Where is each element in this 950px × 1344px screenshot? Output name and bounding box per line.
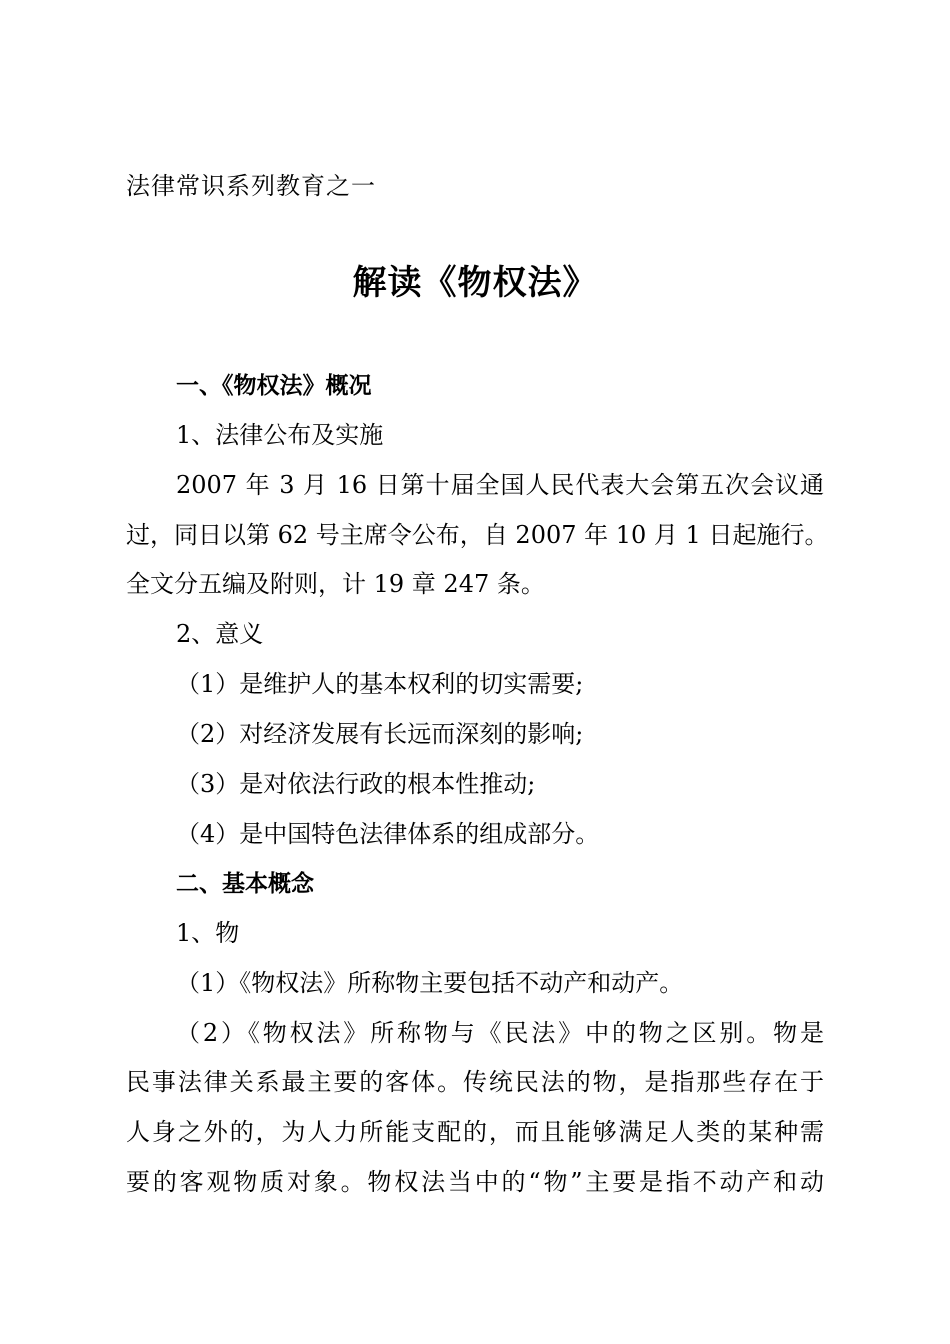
paragraph-line: 民事法律关系最主要的客体。传统民法的物，是指那些存在于 xyxy=(126,1068,824,1096)
paragraph-line: 过，同日以第 62 号主席令公布，自 2007 年 10 月 1 日起施行。 xyxy=(126,521,829,549)
paragraph-line: 全文分五编及附则，计 19 章 247 条。 xyxy=(126,570,545,598)
paragraph-line: （2）《物权法》所称物与《民法》中的物之区别。物是 xyxy=(176,1019,824,1047)
list-item: （2）对经济发展有长远而深刻的影响; xyxy=(176,720,584,748)
paragraph-line: 2007 年 3 月 16 日第十届全国人民代表大会第五次会议通 xyxy=(176,471,824,499)
section-1-subheading-1: 1、法律公布及实施 xyxy=(176,421,384,449)
list-item: （1）是维护人的基本权利的切实需要; xyxy=(176,670,584,698)
list-item: （4）是中国特色法律体系的组成部分。 xyxy=(176,820,600,848)
list-item: （1）《物权法》所称物主要包括不动产和动产。 xyxy=(176,969,684,997)
document-title: 解读《物权法》 xyxy=(352,263,598,303)
list-item: （3）是对依法行政的根本性推动; xyxy=(176,770,536,798)
section-2-subheading-1: 1、物 xyxy=(176,919,240,947)
section-2-heading: 二、基本概念 xyxy=(176,871,314,897)
paragraph-line: 人身之外的，为人力所能支配的，而且能够满足人类的某种需 xyxy=(126,1118,824,1146)
paragraph-line: 要的客观物质对象。物权法当中的“物”主要是指不动产和动 xyxy=(126,1168,824,1196)
section-1-heading: 一、《物权法》概况 xyxy=(176,373,372,399)
section-1-subheading-2: 2、意义 xyxy=(176,620,264,648)
series-label: 法律常识系列教育之一 xyxy=(126,172,376,200)
